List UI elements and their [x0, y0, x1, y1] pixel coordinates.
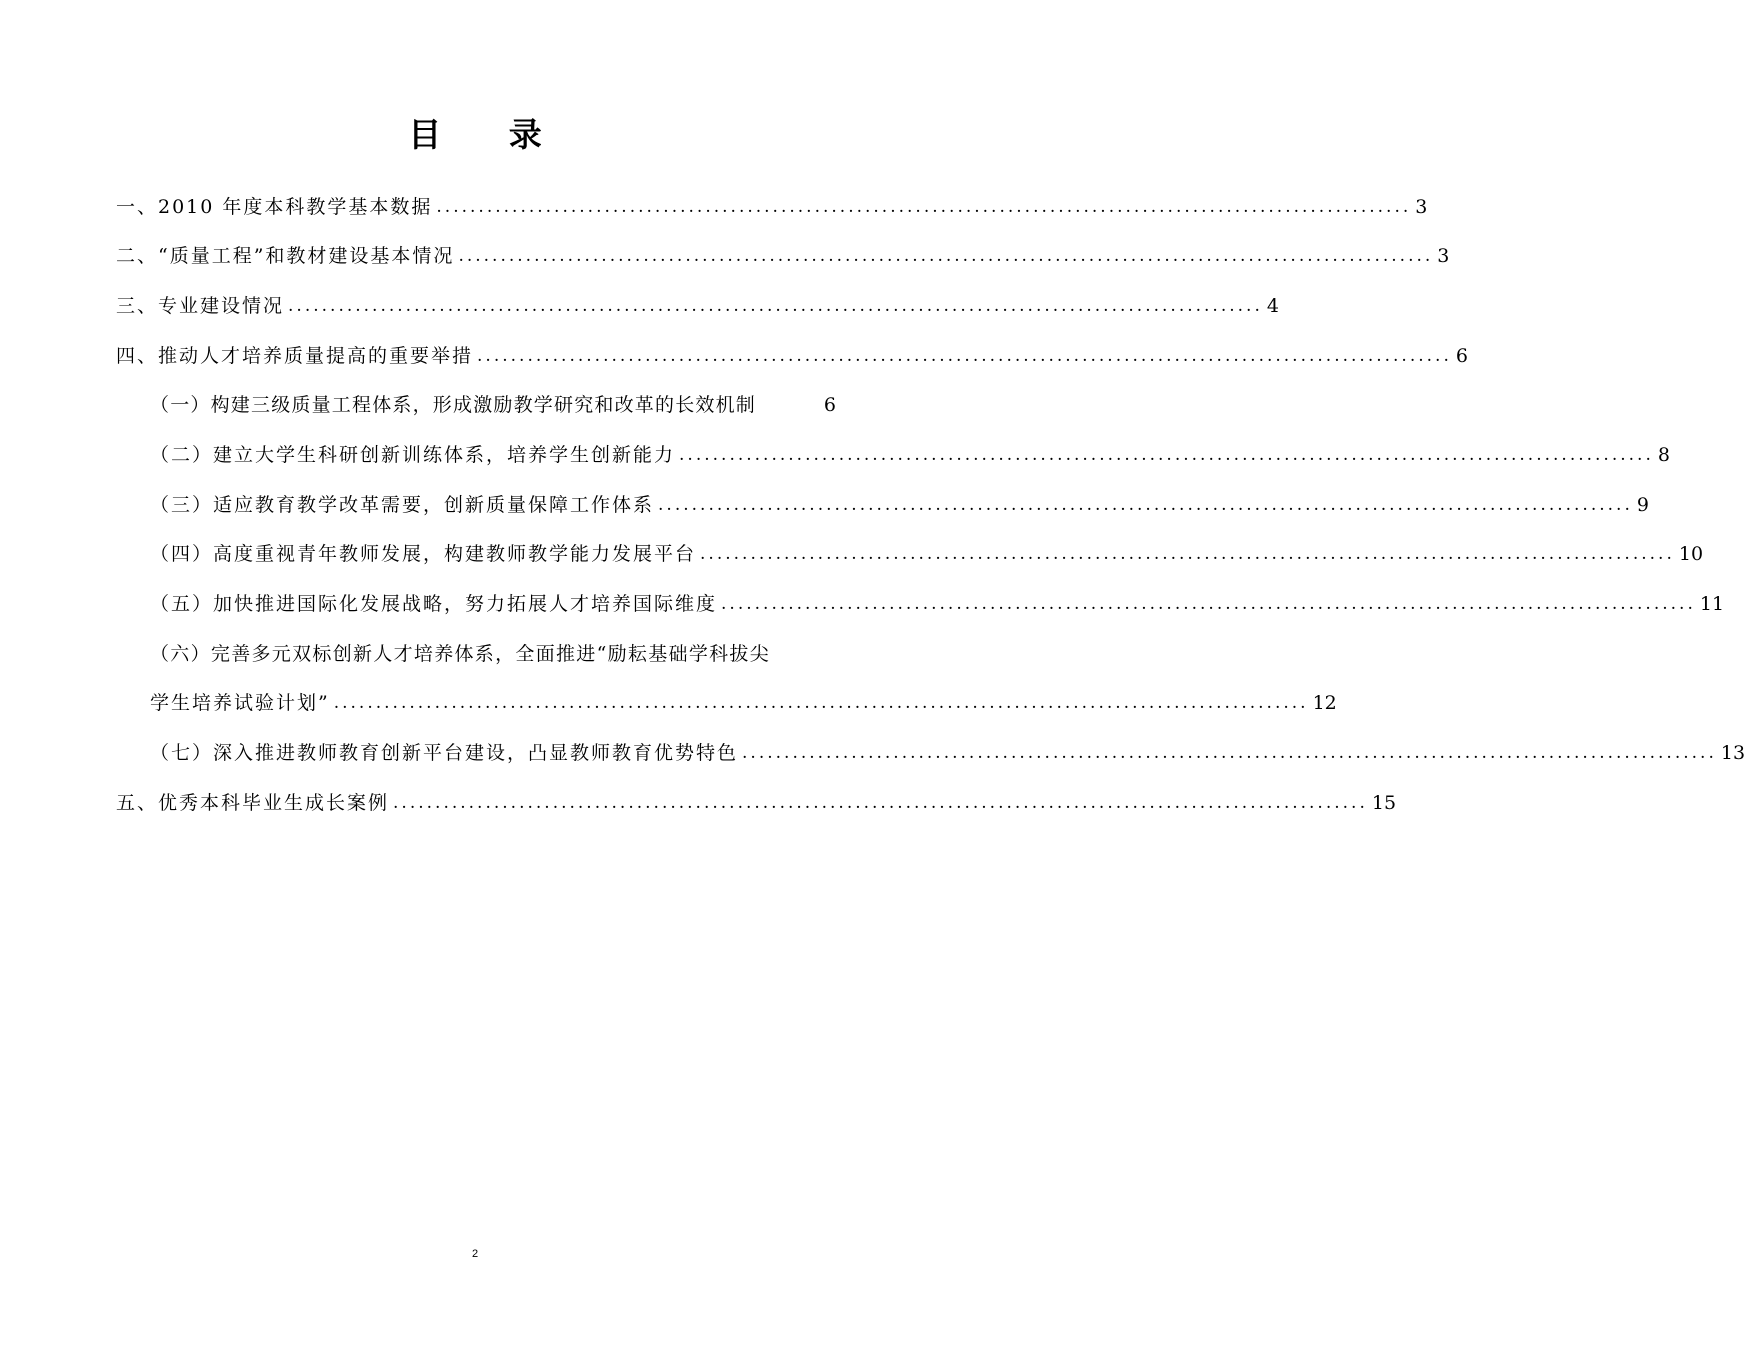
toc-entry-5[interactable] — [116, 788, 1397, 818]
toc-entry-text: （六）完善多元双标创新人才培养体系，全面推进“励耘基础学科拔尖 — [150, 643, 771, 665]
toc-entry-page: 4 — [1266, 295, 1279, 317]
toc-entry-text: （三）适应教育教学改革需要，创新质量保障工作体系 — [150, 494, 655, 516]
leader-dots: .................................................................................................................... — [742, 743, 1717, 763]
toc-entry-text: 四、推动人才培养质量提高的重要举措 — [116, 345, 474, 367]
toc-entry-text: （五）加快推进国际化发展战略，努力拓展人才培养国际维度 — [150, 593, 718, 615]
leader-dots: .................................................................................................................... — [288, 296, 1263, 316]
toc-entry-text: 三、专业建设情况 — [116, 295, 285, 317]
toc-entry-page: 15 — [1371, 792, 1397, 814]
toc-entry-4-7[interactable] — [150, 738, 1745, 768]
toc-entry-text: （二）建立大学生科研创新训练体系，培养学生创新能力 — [150, 444, 676, 466]
leader-dots: .................................................................................................................... — [393, 793, 1368, 813]
toc-entry-4-6-line1[interactable] — [150, 639, 836, 669]
toc-entry-4-4[interactable] — [150, 539, 1704, 569]
toc-entry-page: 12 — [1312, 692, 1337, 714]
toc-entry-4-1[interactable] — [150, 390, 836, 420]
leader-dots: .................................................................................................................... — [477, 346, 1452, 366]
toc-entry-page: 6 — [1455, 345, 1468, 367]
leader-dots: .................................................................................................................... — [333, 693, 1309, 713]
toc-entry-4-2[interactable] — [150, 440, 1670, 470]
leader-dots: .................................................................................................................... — [436, 197, 1412, 217]
toc-entry-text: （四）高度重视青年教师发展，构建教师教学能力发展平台 — [150, 543, 697, 565]
leader-dots: .................................................................................................................... — [458, 246, 1434, 266]
toc-entry-page: 3 — [1415, 196, 1428, 218]
toc-entry-page: 8 — [1657, 444, 1670, 466]
leader-dots: .................................................................................................................... — [700, 544, 1675, 564]
toc-entry-4-5[interactable] — [150, 589, 1725, 619]
toc-entry-2[interactable] — [116, 241, 1450, 271]
toc-entry-3[interactable] — [116, 291, 1279, 321]
page-number-footer: 2 — [471, 1248, 479, 1260]
toc-entry-page: 11 — [1699, 593, 1725, 615]
toc-entry-text: 二、“质量工程”和教材建设基本情况 — [116, 245, 455, 267]
toc-entry-page: 3 — [1437, 245, 1450, 267]
toc-entry-text: 五、优秀本科毕业生成长案例 — [116, 792, 390, 814]
leader-dots: .................................................................................................................... — [658, 495, 1633, 515]
toc-entry-page: 13 — [1720, 742, 1745, 764]
toc-title: 目 录 — [408, 115, 570, 154]
toc-entry-4[interactable] — [116, 341, 1468, 371]
toc-entry-1[interactable] — [116, 192, 1428, 222]
toc-entry-text: （七）深入推进教师教育创新平台建设，凸显教师教育优势特色 — [150, 742, 739, 764]
leader-dots: .................................................................................................................... — [721, 594, 1696, 614]
toc-entry-text: （一）构建三级质量工程体系，形成激励教学研究和改革的长效机制 — [150, 394, 757, 416]
leader-dots: .................................................................................................................... — [679, 445, 1654, 465]
toc-entry-page: 10 — [1678, 543, 1704, 565]
toc-entry-4-6-line2[interactable] — [150, 688, 1337, 718]
toc-entry-text: 一、2010 年度本科教学基本数据 — [116, 196, 433, 218]
toc-entry-page: 9 — [1636, 494, 1649, 516]
toc-entry-4-3[interactable] — [150, 490, 1649, 520]
toc-entry-text-continued: 学生培养试验计划” — [150, 692, 330, 714]
toc-entry-page: 6 — [823, 394, 836, 416]
